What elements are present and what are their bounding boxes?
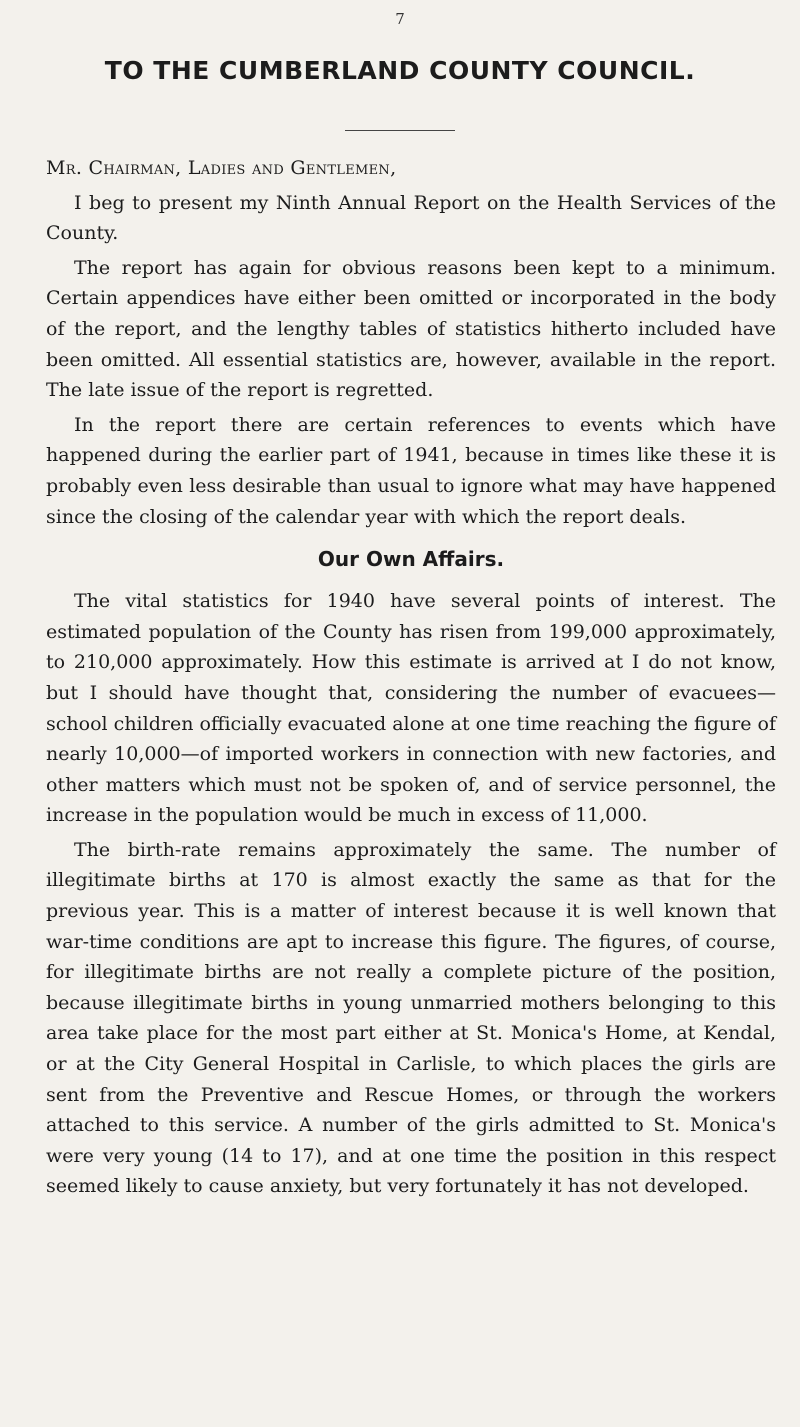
section-heading: Our Own Affairs. — [317, 547, 505, 572]
paragraph-section-1: The vital statistics for 1940 have several points of interest. The estimated population of the County has risen from 199,000 approximately, to 210,000 approximately. How this estimate is arrived at I do not know, but I should have thought that, considering the number of evacuees—school children officially evacuated alone at one time reaching the figure of nearly 10,000—of imported workers in connection with new factories, and other matters which must not be spoken of, and of service personnel, the increase in the population would be much in excess of 11,000. — [46, 590, 776, 827]
page-number: 7 — [395, 10, 405, 28]
main-heading: TO THE CUMBERLAND COUNTY COUNCIL. — [104, 56, 696, 85]
paragraph-intro-2: The report has again for obvious reasons been kept to a minimum. Certain appendices have either been omitted or incorporated in the body of the report, and the lengthy tables of statistics hitherto included have been omitted. All essential statistics are, however, available in the report. The late issue of the report is regretted. — [46, 256, 776, 402]
paragraph-section-2: The birth-rate remains approximately the same. The number of illegitimate births at 170 is almost exactly the same as that for the previous year. This is a matter of interest because it is well known that war-time conditions are apt to increase this figure. The figures, of course, for illegitimate births are not really a complete picture of the position, because illegitimate births in young unmarried mothers belonging to this area take place for the most part either at St. Monica's Home, at Kendal, or at the City General Hospital in Carlisle, to which places the girls are sent from the Preventive and Rescue Homes, or through the workers attached to this service. A number of the girls admitted to St. Monica's were very young (14 to 17), and at one time the position in this respect seemed likely to cause anxiety, but very fortunately it has not developed. — [46, 838, 776, 1198]
heading-divider — [345, 130, 455, 131]
paragraph-intro-3: In the report there are certain references to events which have happened during the earlier part of 1941, because in times like these it is probably even less desirable than usual to ignore what may have happened since the closing of the calendar year with which the report deals. — [46, 413, 776, 528]
paragraph-intro-1: I beg to present my Ninth Annual Report on the Health Services of the County. — [46, 191, 776, 245]
report-body — [46, 153, 776, 1206]
salutation: Mr. Chairman, Ladies and Gentlemen, — [46, 157, 397, 179]
